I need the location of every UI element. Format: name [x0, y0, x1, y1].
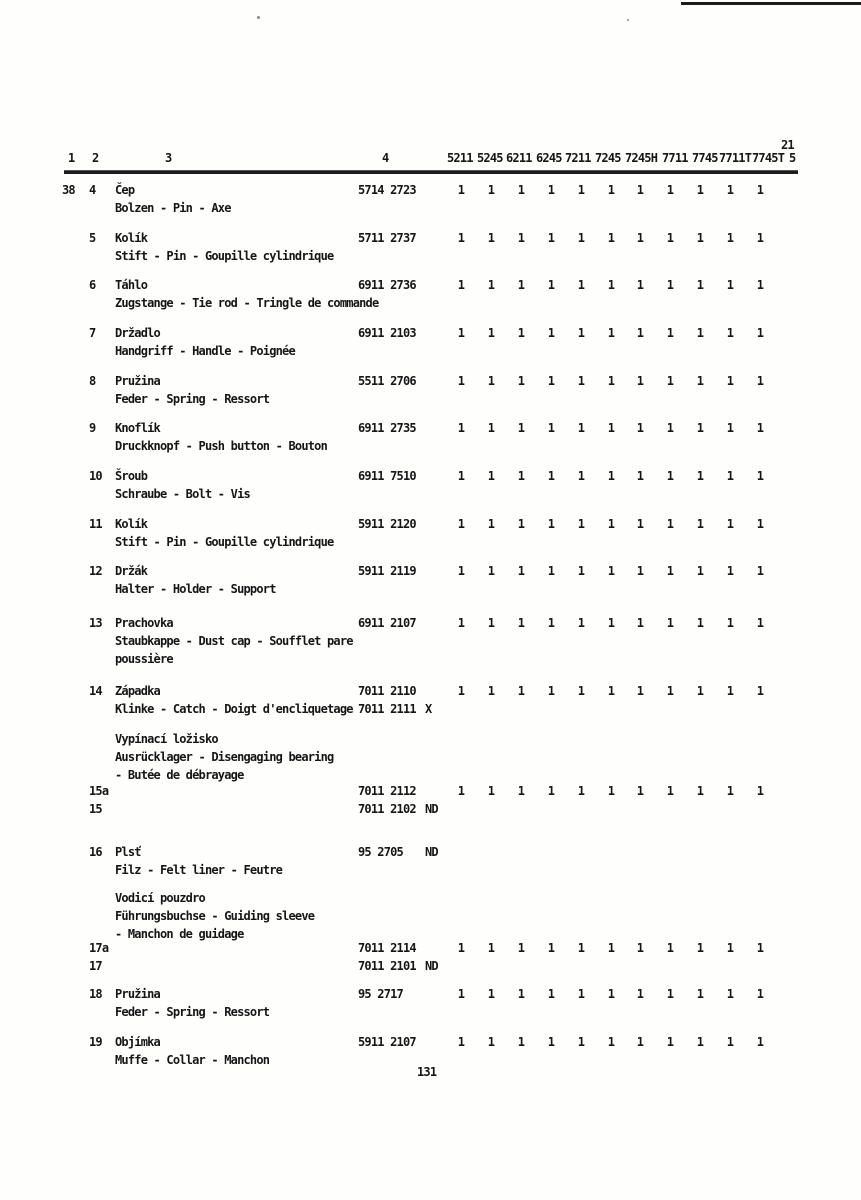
qty-cell: 1 — [696, 616, 704, 630]
part-number: 5911 2120 — [358, 517, 416, 531]
qty-cell: 1 — [756, 1035, 764, 1049]
qty-cell: 1 — [756, 941, 764, 955]
qty-cell: 1 — [547, 374, 555, 388]
column-header: 3 — [165, 151, 172, 165]
qty-cell: 1 — [577, 517, 585, 531]
qty-cell: 1 — [666, 421, 674, 435]
qty-cell: 1 — [547, 421, 555, 435]
qty-cell: 1 — [517, 517, 525, 531]
qty-cell: 1 — [547, 326, 555, 340]
qty-cell: 1 — [666, 987, 674, 1001]
model-column-header: 7745T — [752, 151, 785, 165]
item-number: 17 — [89, 959, 102, 973]
part-number: 7011 2102 — [358, 802, 416, 816]
qty-cell: 1 — [636, 374, 644, 388]
qty-cell: 1 — [607, 684, 615, 698]
qty-cell: 1 — [487, 1035, 495, 1049]
item-number: 9 — [89, 421, 96, 435]
part-name: Čep — [115, 183, 135, 197]
part-name: Pružina — [115, 987, 160, 1001]
part-name: Táhlo — [115, 278, 148, 292]
item-number: 12 — [89, 564, 102, 578]
qty-cell: 1 — [517, 987, 525, 1001]
part-description: Staubkappe - Dust cap - Soufflet pare — [115, 634, 353, 648]
qty-cell: 1 — [607, 278, 615, 292]
part-number: 6911 2736 — [358, 278, 416, 292]
qty-cell: 1 — [666, 1035, 674, 1049]
qty-cell: 1 — [666, 517, 674, 531]
qty-cell: 1 — [577, 326, 585, 340]
model-column-header: 7245H — [625, 151, 658, 165]
qty-cell: 1 — [756, 231, 764, 245]
top-edge-line — [681, 2, 861, 5]
qty-cell: 1 — [457, 941, 465, 955]
part-description: Stift - Pin - Goupille cylindrique — [115, 535, 334, 549]
qty-cell: 1 — [517, 278, 525, 292]
qty-cell: 1 — [577, 278, 585, 292]
qty-cell: 1 — [756, 374, 764, 388]
qty-cell: 1 — [666, 784, 674, 798]
qty-cell: 1 — [487, 684, 495, 698]
part-description: Feder - Spring - Ressort — [115, 392, 270, 406]
qty-cell: 1 — [636, 1035, 644, 1049]
qty-cell: 1 — [547, 941, 555, 955]
scan-speck — [627, 19, 629, 21]
qty-cell: 1 — [756, 564, 764, 578]
item-number: 4 — [89, 183, 96, 197]
qty-cell: 1 — [696, 421, 704, 435]
qty-cell: 1 — [547, 517, 555, 531]
part-number: 6911 2103 — [358, 326, 416, 340]
qty-cell: 1 — [696, 326, 704, 340]
qty-cell: 1 — [547, 564, 555, 578]
qty-cell: 1 — [577, 374, 585, 388]
part-number: 5714 2723 — [358, 183, 416, 197]
qty-cell: 1 — [547, 278, 555, 292]
qty-cell: 1 — [696, 784, 704, 798]
qty-cell: 1 — [457, 1035, 465, 1049]
item-number: 16 — [89, 845, 102, 859]
item-number: 15a — [89, 784, 109, 798]
part-number: 95 2705 — [358, 845, 403, 859]
item-number: 5 — [89, 231, 96, 245]
item-number: 13 — [89, 616, 102, 630]
qty-cell: 1 — [726, 231, 734, 245]
qty-cell: 1 — [577, 421, 585, 435]
qty-cell: 1 — [457, 374, 465, 388]
qty-cell: 1 — [517, 183, 525, 197]
qty-cell: 1 — [666, 469, 674, 483]
qty-cell: 1 — [636, 784, 644, 798]
qty-cell: 1 — [517, 684, 525, 698]
qty-cell: 1 — [547, 784, 555, 798]
part-name: Kolík — [115, 231, 148, 245]
qty-cell: 1 — [666, 183, 674, 197]
qty-cell: 1 — [756, 183, 764, 197]
qty-cell: 1 — [607, 564, 615, 578]
qty-cell: 1 — [696, 231, 704, 245]
part-number: 7011 2110 — [358, 684, 416, 698]
part-description: Zugstange - Tie rod - Tringle de commande — [115, 296, 379, 310]
column-header: 1 — [68, 151, 75, 165]
qty-cell: 1 — [487, 421, 495, 435]
qty-cell: 1 — [756, 987, 764, 1001]
part-name: Objímka — [115, 1035, 160, 1049]
part-name: Prachovka — [115, 616, 173, 630]
qty-cell: 1 — [666, 564, 674, 578]
item-number: 11 — [89, 517, 102, 531]
group-heading-line: - Butée de débrayage — [115, 768, 244, 782]
part-name: Držadlo — [115, 326, 160, 340]
qty-cell: 1 — [726, 616, 734, 630]
qty-cell: 1 — [756, 616, 764, 630]
part-number: 95 2717 — [358, 987, 403, 1001]
qty-cell: 1 — [756, 278, 764, 292]
qty-cell: 1 — [636, 231, 644, 245]
qty-cell: 1 — [607, 183, 615, 197]
part-name: Knoflík — [115, 421, 160, 435]
qty-cell: 1 — [547, 987, 555, 1001]
qty-cell: 1 — [696, 987, 704, 1001]
qty-cell: 1 — [726, 326, 734, 340]
part-number: 6911 2735 — [358, 421, 416, 435]
qty-cell: 1 — [696, 374, 704, 388]
qty-cell: 1 — [666, 231, 674, 245]
qty-cell: 1 — [607, 987, 615, 1001]
model-column-header: 5211 — [447, 151, 473, 165]
qty-cell: 1 — [457, 987, 465, 1001]
column-header: 4 — [382, 151, 389, 165]
qty-cell: 1 — [607, 421, 615, 435]
part-description: Klinke - Catch - Doigt d'encliquetage — [115, 702, 353, 716]
qty-cell: 1 — [666, 684, 674, 698]
qty-cell: 1 — [607, 784, 615, 798]
qty-cell: 1 — [607, 326, 615, 340]
column-header: 5 — [789, 151, 796, 165]
item-number: 10 — [89, 469, 102, 483]
qty-cell: 1 — [577, 616, 585, 630]
qty-cell: 1 — [607, 1035, 615, 1049]
qty-cell: 1 — [666, 326, 674, 340]
part-description: Halter - Holder - Support — [115, 582, 276, 596]
qty-cell: 1 — [577, 941, 585, 955]
qty-cell: 1 — [756, 421, 764, 435]
model-column-header: 6245 — [536, 151, 562, 165]
qty-cell: 1 — [457, 517, 465, 531]
item-number: 18 — [89, 987, 102, 1001]
availability-mark: ND — [425, 802, 438, 816]
corner-page-number: 21 — [781, 138, 794, 152]
qty-cell: 1 — [517, 784, 525, 798]
qty-cell: 1 — [726, 278, 734, 292]
qty-cell: 1 — [726, 517, 734, 531]
model-column-header: 7211 — [565, 151, 591, 165]
item-number: 7 — [89, 326, 96, 340]
qty-cell: 1 — [517, 564, 525, 578]
qty-cell: 1 — [487, 374, 495, 388]
qty-cell: 1 — [547, 1035, 555, 1049]
qty-cell: 1 — [726, 987, 734, 1001]
qty-cell: 1 — [666, 941, 674, 955]
model-column-header: 6211 — [506, 151, 532, 165]
qty-cell: 1 — [547, 183, 555, 197]
qty-cell: 1 — [517, 231, 525, 245]
qty-cell: 1 — [457, 616, 465, 630]
qty-cell: 1 — [696, 564, 704, 578]
qty-cell: 1 — [457, 469, 465, 483]
qty-cell: 1 — [666, 278, 674, 292]
qty-cell: 1 — [726, 941, 734, 955]
qty-cell: 1 — [696, 517, 704, 531]
qty-cell: 1 — [726, 564, 734, 578]
qty-cell: 1 — [607, 941, 615, 955]
model-column-header: 7745 — [692, 151, 718, 165]
header-rule — [64, 170, 798, 174]
qty-cell: 1 — [487, 469, 495, 483]
part-description: Bolzen - Pin - Axe — [115, 201, 231, 215]
qty-cell: 1 — [457, 564, 465, 578]
availability-mark: ND — [425, 959, 438, 973]
qty-cell: 1 — [457, 278, 465, 292]
qty-cell: 1 — [726, 469, 734, 483]
qty-cell: 1 — [487, 941, 495, 955]
item-number: 14 — [89, 684, 102, 698]
qty-cell: 1 — [756, 784, 764, 798]
item-number: 6 — [89, 278, 96, 292]
part-number: 5911 2119 — [358, 564, 416, 578]
part-number: 5911 2107 — [358, 1035, 416, 1049]
item-number: 8 — [89, 374, 96, 388]
qty-cell: 1 — [457, 326, 465, 340]
qty-cell: 1 — [487, 278, 495, 292]
part-name: Plsť — [115, 845, 141, 859]
part-name: Šroub — [115, 469, 148, 483]
model-column-header: 7711T — [719, 151, 752, 165]
part-number: 5511 2706 — [358, 374, 416, 388]
part-description: Feder - Spring - Ressort — [115, 1005, 270, 1019]
qty-cell: 1 — [517, 941, 525, 955]
qty-cell: 1 — [726, 183, 734, 197]
part-name: Kolík — [115, 517, 148, 531]
qty-cell: 1 — [636, 183, 644, 197]
group-heading-line: Ausrücklager - Disengaging bearing — [115, 750, 334, 764]
qty-cell: 1 — [457, 183, 465, 197]
qty-cell: 1 — [607, 517, 615, 531]
qty-cell: 1 — [636, 564, 644, 578]
qty-cell: 1 — [636, 326, 644, 340]
footer-page-number: 131 — [417, 1065, 437, 1079]
qty-cell: 1 — [517, 1035, 525, 1049]
qty-cell: 1 — [726, 421, 734, 435]
qty-cell: 1 — [517, 326, 525, 340]
part-description: poussière — [115, 652, 173, 666]
qty-cell: 1 — [636, 684, 644, 698]
qty-cell: 1 — [726, 1035, 734, 1049]
qty-cell: 1 — [696, 684, 704, 698]
qty-cell: 1 — [636, 421, 644, 435]
qty-cell: 1 — [696, 183, 704, 197]
qty-cell: 1 — [726, 784, 734, 798]
qty-cell: 1 — [457, 784, 465, 798]
qty-cell: 1 — [636, 987, 644, 1001]
qty-cell: 1 — [607, 469, 615, 483]
part-number: 7011 2112 — [358, 784, 416, 798]
qty-cell: 1 — [577, 183, 585, 197]
qty-cell: 1 — [696, 941, 704, 955]
qty-cell: 1 — [756, 326, 764, 340]
qty-cell: 1 — [726, 374, 734, 388]
qty-cell: 1 — [666, 374, 674, 388]
qty-cell: 1 — [756, 684, 764, 698]
model-column-header: 7711 — [662, 151, 688, 165]
availability-mark: X — [425, 702, 432, 716]
qty-cell: 1 — [547, 616, 555, 630]
part-name: Západka — [115, 684, 160, 698]
item-number: 19 — [89, 1035, 102, 1049]
item-number: 15 — [89, 802, 102, 816]
part-number: 7011 2114 — [358, 941, 416, 955]
availability-mark: ND — [425, 845, 438, 859]
qty-cell: 1 — [756, 469, 764, 483]
qty-cell: 1 — [487, 564, 495, 578]
qty-cell: 1 — [636, 278, 644, 292]
qty-cell: 1 — [547, 231, 555, 245]
group-heading-line: Vypínací ložisko — [115, 732, 218, 746]
qty-cell: 1 — [696, 278, 704, 292]
qty-cell: 1 — [577, 469, 585, 483]
part-number: 7011 2101 — [358, 959, 416, 973]
part-number: 6911 7510 — [358, 469, 416, 483]
part-description: Handgriff - Handle - Poignée — [115, 344, 295, 358]
qty-cell: 1 — [517, 469, 525, 483]
qty-cell: 1 — [666, 616, 674, 630]
qty-cell: 1 — [487, 231, 495, 245]
section-number: 38 — [62, 183, 75, 197]
part-description: Schraube - Bolt - Vis — [115, 487, 250, 501]
qty-cell: 1 — [607, 616, 615, 630]
qty-cell: 1 — [547, 469, 555, 483]
qty-cell: 1 — [607, 374, 615, 388]
qty-cell: 1 — [577, 564, 585, 578]
qty-cell: 1 — [577, 987, 585, 1001]
part-name: Pružina — [115, 374, 160, 388]
qty-cell: 1 — [636, 517, 644, 531]
group-heading-line: Vodicí pouzdro — [115, 891, 205, 905]
qty-cell: 1 — [696, 469, 704, 483]
part-name: Držák — [115, 564, 148, 578]
qty-cell: 1 — [517, 616, 525, 630]
item-number: 17a — [89, 941, 109, 955]
qty-cell: 1 — [577, 1035, 585, 1049]
part-number: 6911 2107 — [358, 616, 416, 630]
qty-cell: 1 — [487, 326, 495, 340]
qty-cell: 1 — [487, 183, 495, 197]
qty-cell: 1 — [636, 941, 644, 955]
qty-cell: 1 — [636, 469, 644, 483]
part-number: 7011 2111 — [358, 702, 416, 716]
qty-cell: 1 — [487, 784, 495, 798]
part-number: 5711 2737 — [358, 231, 416, 245]
part-description: Filz - Felt liner - Feutre — [115, 863, 283, 877]
qty-cell: 1 — [457, 231, 465, 245]
qty-cell: 1 — [547, 684, 555, 698]
qty-cell: 1 — [517, 374, 525, 388]
qty-cell: 1 — [756, 517, 764, 531]
qty-cell: 1 — [636, 616, 644, 630]
qty-cell: 1 — [457, 684, 465, 698]
model-column-header: 5245 — [477, 151, 503, 165]
qty-cell: 1 — [517, 421, 525, 435]
part-description: Stift - Pin - Goupille cylindrique — [115, 249, 334, 263]
qty-cell: 1 — [577, 784, 585, 798]
qty-cell: 1 — [487, 987, 495, 1001]
model-column-header: 7245 — [595, 151, 621, 165]
column-header: 2 — [92, 151, 99, 165]
group-heading-line: - Manchon de guidage — [115, 927, 244, 941]
part-description: Druckknopf - Push button - Bouton — [115, 439, 328, 453]
scan-speck — [257, 16, 260, 19]
qty-cell: 1 — [607, 231, 615, 245]
qty-cell: 1 — [487, 616, 495, 630]
qty-cell: 1 — [577, 684, 585, 698]
qty-cell: 1 — [726, 684, 734, 698]
qty-cell: 1 — [487, 517, 495, 531]
qty-cell: 1 — [457, 421, 465, 435]
group-heading-line: Führungsbuchse - Guiding sleeve — [115, 909, 315, 923]
part-description: Muffe - Collar - Manchon — [115, 1053, 270, 1067]
qty-cell: 1 — [696, 1035, 704, 1049]
qty-cell: 1 — [577, 231, 585, 245]
